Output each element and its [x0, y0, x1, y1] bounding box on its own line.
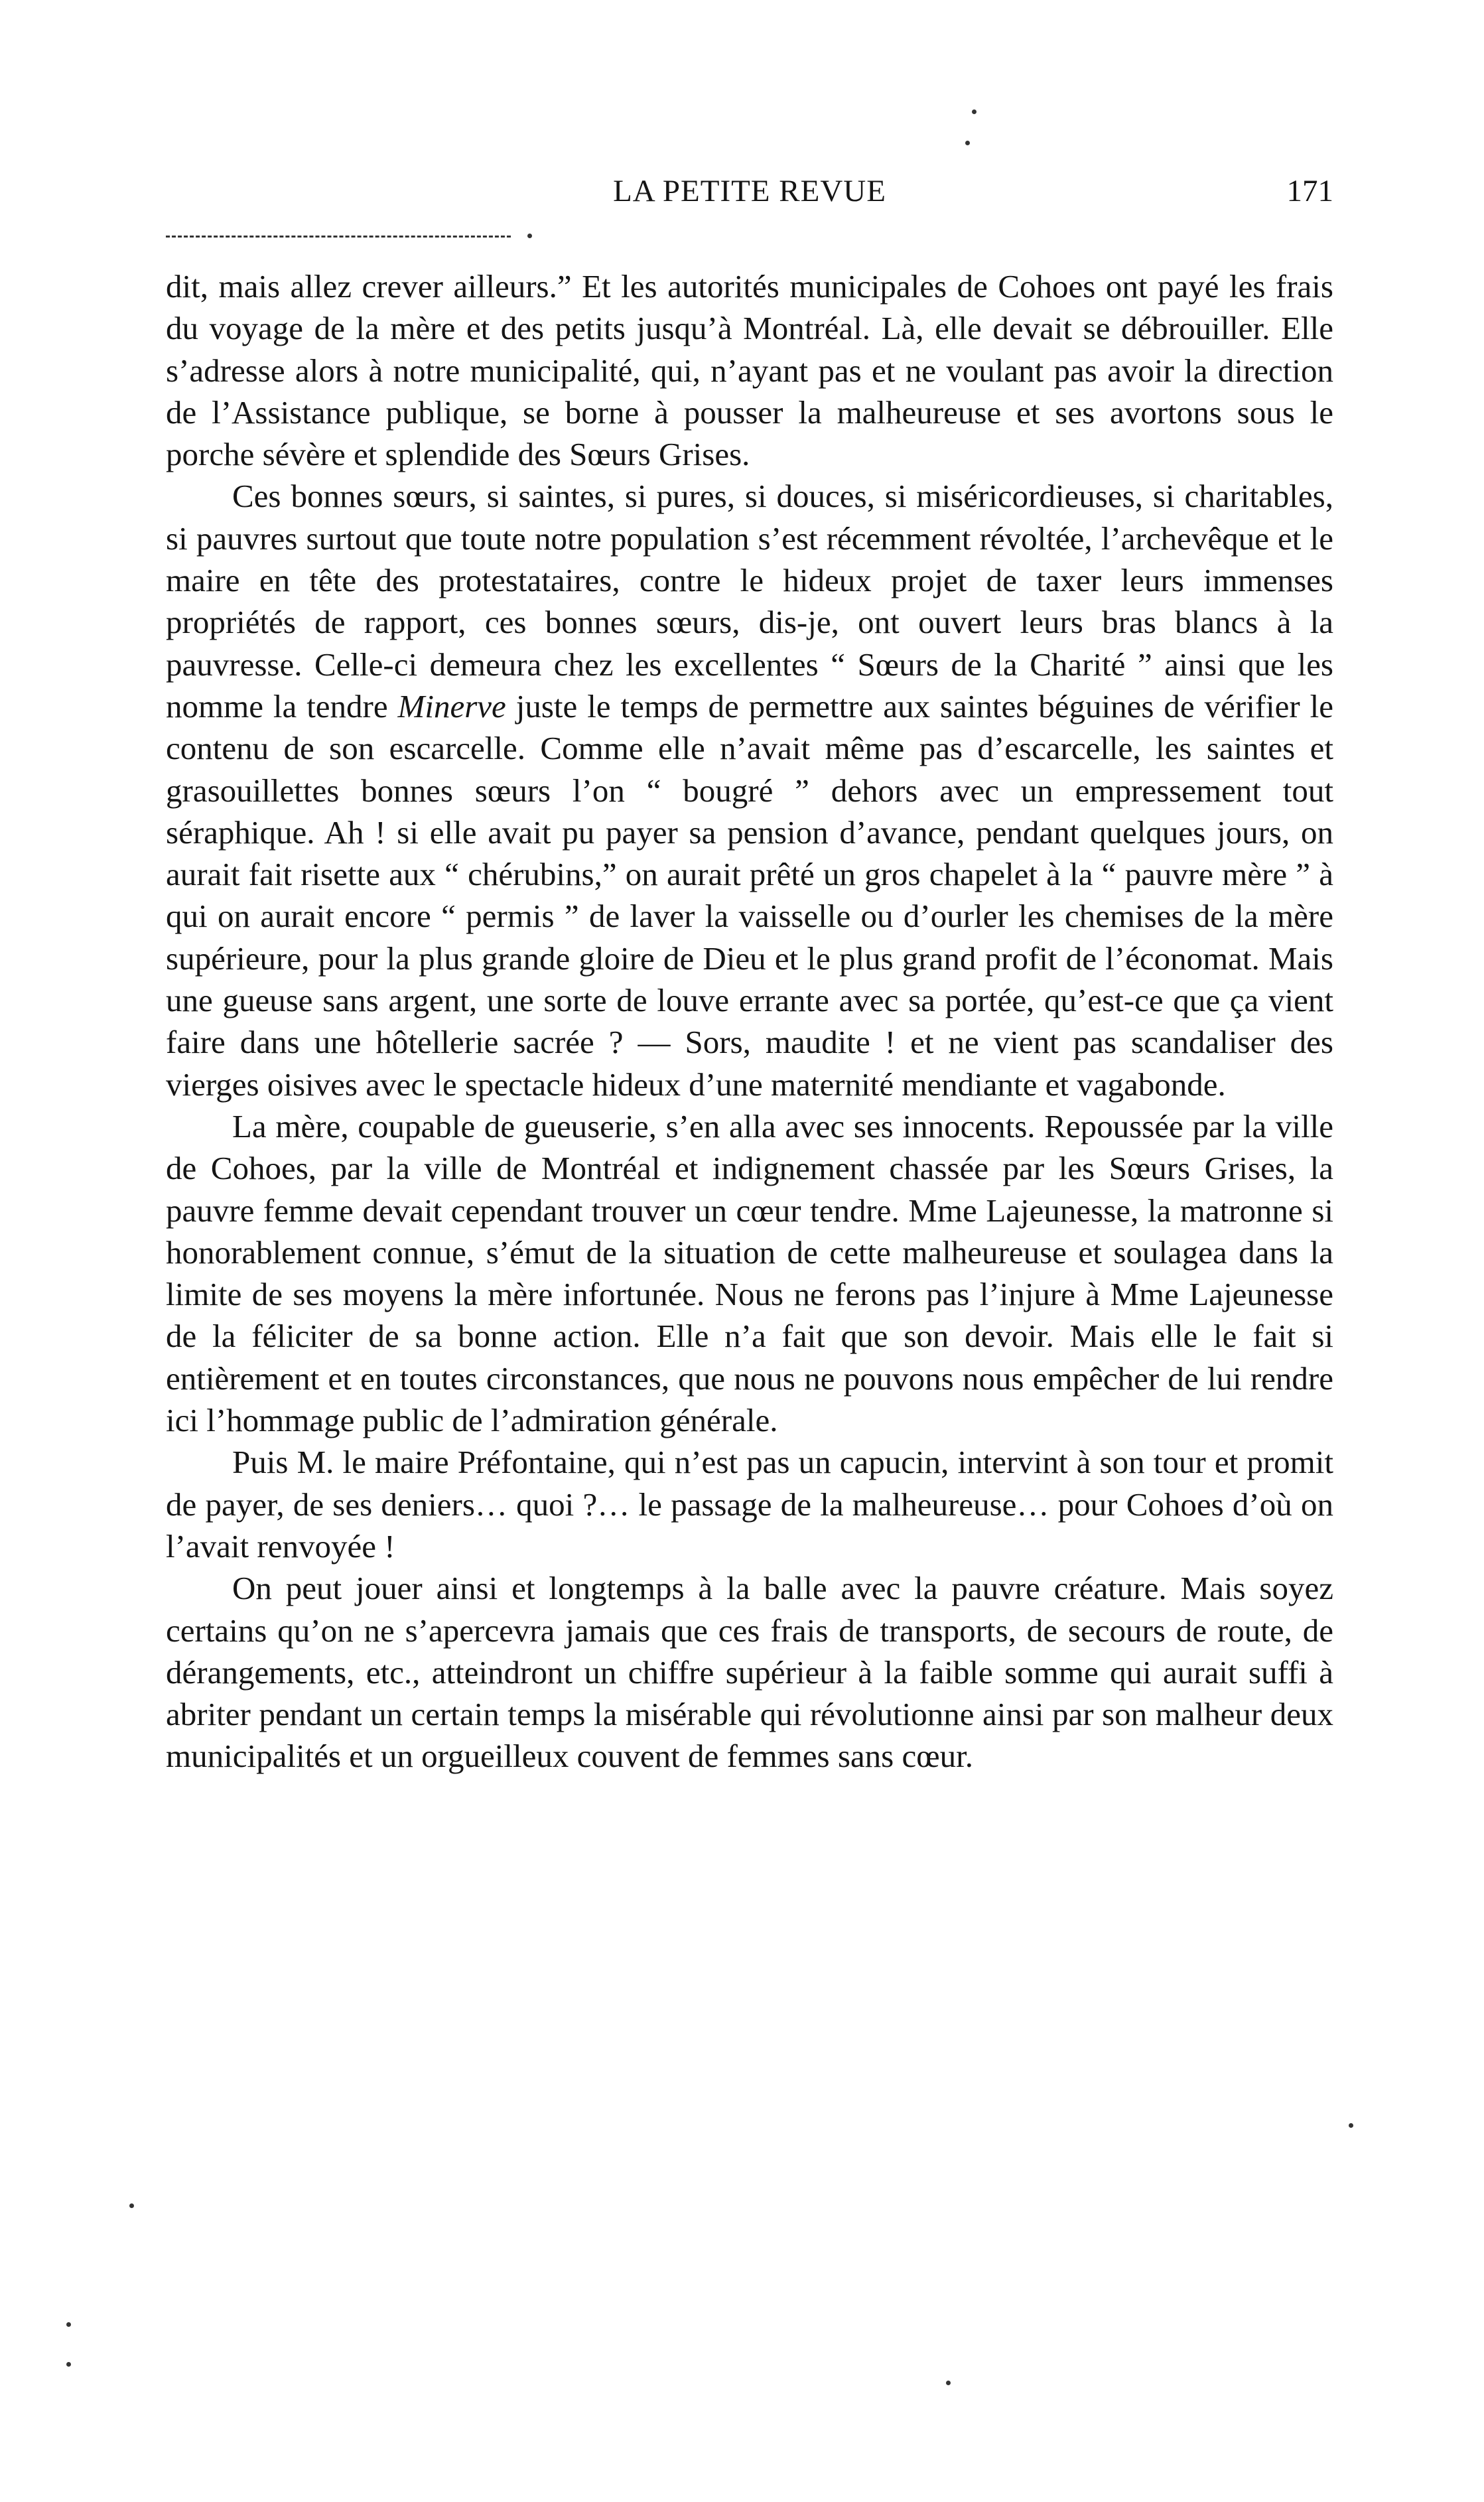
body-text	[166, 265, 1333, 1777]
running-head	[166, 171, 1333, 218]
header-rule	[166, 236, 511, 238]
scan-speck	[129, 2203, 134, 2208]
paragraph-continued: dit, mais allez crever ailleurs.” Et les autorités municipales de Cohoes ont payé les frais du voyage de la mère et des petits jusqu’à Montréal. Là, elle devait se débrouiller. Elle s’adresse alors à notre municipalité, qui, n’ayant pas et ne voulant pas avoir la direction de l’Assistance publique, se borne à pousser la malheureuse et ses avortons sous le porche sévère et splendide des Sœurs Grises.	[166, 268, 1333, 473]
scan-speck	[946, 2381, 951, 2385]
paragraph-mme-lajeunesse: La mère, coupable de gueuserie, s’en alla avec ses innocents. Repoussée par la ville de Cohoes, par la ville de Montréal et indignement chassée par les Sœurs Grises, la pauvre femme devait cependant trouver un cœur tendre. Mme Lajeunesse, la matronne si honorablement connue, s’émut de la situation de cette malheureuse et soulagea dans la limite de ses moyens la mère infortunée. Nous ne ferons pas l’injure à Mme Lajeunesse de la féliciter de sa bonne action. Elle n’a fait que son devoir. Mais elle le fait si entièrement et en toutes circonstances, que nous ne pouvons nous empêcher de lui rendre ici l’hommage public de l’admiration générale.	[166, 1107, 1333, 1439]
scan-speck	[965, 141, 970, 145]
scan-speck	[66, 2362, 71, 2367]
paragraph-maire-prefontaine: Puis M. le maire Préfontaine, qui n’est pas un capucin, intervint à son tour et promit de payer, de ses deniers… quoi ?… le passage de la malheureuse… pour Cohoes d’où on l’avait renvoyée !	[166, 1444, 1333, 1564]
paragraph-conclusion: On peut jouer ainsi et longtemps à la balle avec la pauvre créature. Mais soyez certains qu’on ne s’apercevra jamais que ces frais de transports, de secours de route, de dérangements, etc., atteindront un chiffre supérieur à la faible somme qui aurait suffi à abriter pendant un certain temps la misérable qui révolutionne ainsi par son malheur deux municipalités et un orgueilleux couvent de femmes sans cœur.	[166, 1570, 1333, 1775]
paragraph-soeurs-grises: Ces bonnes sœurs, si saintes, si pures, si douces, si miséricordieuses, si charitables, si pauvres surtout que toute notre population s’est récemment révoltée, l’archevêque et le maire en tête des protestataires, contre le hideux projet de taxer leurs immenses propriétés de rapport, ces bonnes sœurs, dis-je, ont ouvert leurs bras blancs à la pauvresse. Celle-ci demeura chez les excellentes “ Sœurs de la Charité ” ainsi que les nomme la tendre Minerve juste le temps de permettre aux saintes béguines de vérifier le contenu de son escarcelle. Comme elle n’avait même pas d’escarcelle, les saintes et grasouillettes bonnes sœurs l’on “ bougré ” dehors avec un empressement tout séraphique. Ah ! si elle avait pu payer sa pension d’avance, pendant quelques jours, on aurait fait risette aux “ chérubins,” on aurait prêté un gros chapelet à la “ pauvre mère ” à qui on aurait encore “ permis ” de laver la vaisselle ou d’ourler les chemises de la mère supérieure, pour la plus grande gloire de Dieu et le plus grand profit de l’économat. Mais une gueuse sans argent, une sorte de louve errante avec sa portée, qu’est-ce que ça vient faire dans une hôtellerie sacrée ? — Sors, maudite ! et ne vient pas scandaliser des vierges oisives avec le spectacle hideux d’une maternité mendiante et vagabonde.	[166, 478, 1333, 1103]
page-number: 171	[1286, 174, 1333, 208]
newspaper-title-minerve: Minerve	[397, 687, 506, 725]
running-title: LA PETITE REVUE	[613, 174, 886, 208]
scan-speck	[1349, 2123, 1353, 2128]
scan-speck	[527, 234, 532, 238]
scan-speck	[972, 109, 977, 114]
scan-speck	[66, 2322, 71, 2327]
